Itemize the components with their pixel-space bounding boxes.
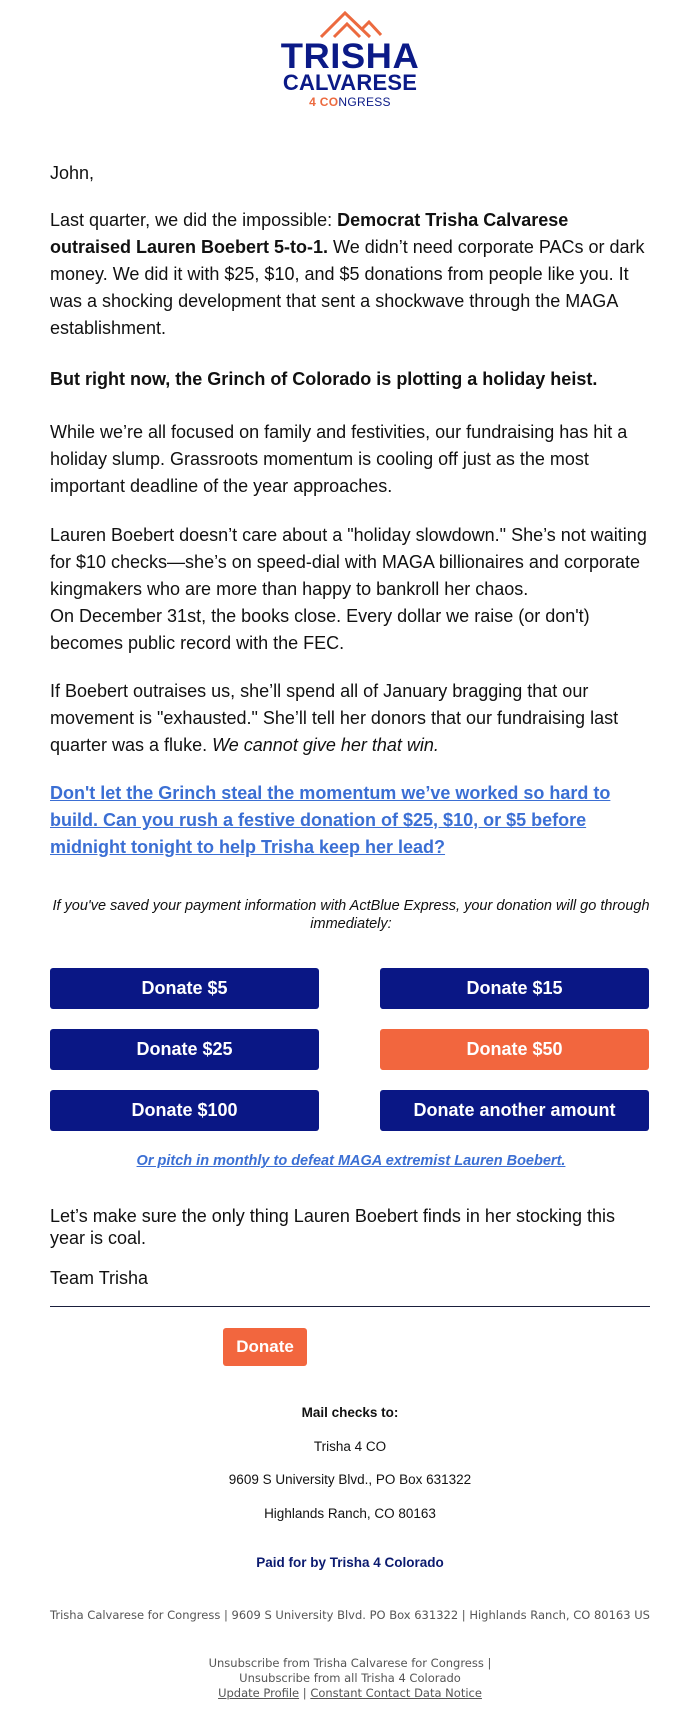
logo-name-last: CALVARESE [282,70,418,95]
paragraph-intro: Last quarter, we did the impossible: Democrat Trisha Calvarese outraised Lauren Boebert 5-to-1. We didn’t need corporate PACs or dark money. We did it with $25, $10, and $5 donations from people like you. It was a shocking development that sent a shockwave through the MAGA establishment. [50,210,645,338]
divider [50,1306,650,1307]
update-profile-link[interactable]: Update Profile [218,1686,300,1700]
greeting: John, [50,163,95,183]
cta-paragraph [50,780,652,861]
donate-100-button[interactable]: Donate $100 [50,1090,319,1131]
mail-recipient: Trisha 4 CO [313,1439,387,1454]
footer-links: Unsubscribe from Trisha Calvarese for Congress | Unsubscribe from all Trisha 4 Colorado Update Profile | Constant Contact Data Notice [208,1656,492,1700]
paragraph-grinch-headline: But right now, the Grinch of Colorado is plotting a holiday heist. [50,369,598,389]
mountain-icon [320,11,382,39]
actblue-express-note: If you've saved your payment information with ActBlue Express, your donation will go through immediately: [52,898,650,932]
mail-city: Highlands Ranch, CO 80163 [264,1506,436,1521]
paragraph-boebert: Lauren Boebert doesn’t care about a "holiday slowdown." She’s not waiting for $10 checks—she’s on speed-dial with MAGA billionaires and corporate kingmakers who are more than happy to bankroll her chaos. On December 31st, the books close. Every dollar we raise (or don't) becomes public record with the FEC. [50,525,647,653]
footer-address: Trisha Calvarese for Congress | 9609 S University Blvd. PO Box 631322 | Highlands Ranch, CO 80163 US [50,1608,650,1622]
monthly-donation-line [50,1152,652,1170]
mail-checks-heading: Mail checks to: [301,1405,399,1420]
donate-other-amount-button[interactable]: Donate another amount [380,1090,649,1131]
cta-donate-link[interactable]: Don't let the Grinch steal the momentum we’ve worked so hard to build. Can you rush a festive donation of $25, $10, or $5 before midnight tonight to help Trisha keep her lead? [50,783,611,857]
donate-5-button[interactable]: Donate $5 [50,968,319,1009]
signature: Team Trisha [50,1268,149,1288]
donate-button[interactable]: Donate [223,1328,307,1366]
paid-for-disclaimer: Paid for by Trisha 4 Colorado [256,1555,444,1570]
monthly-donation-link[interactable]: Or pitch in monthly to defeat MAGA extremist Lauren Boebert. [136,1153,566,1169]
donate-15-button[interactable]: Donate $15 [380,968,649,1009]
logo-name-first: TRISHA [280,37,420,76]
data-notice-link[interactable]: Constant Contact Data Notice [310,1686,482,1700]
mail-street: 9609 S University Blvd., PO Box 631322 [228,1472,472,1487]
closing-paragraph: Let’s make sure the only thing Lauren Boebert finds in her stocking this year is coal. [50,1206,615,1248]
donate-50-button[interactable]: Donate $50 [380,1029,649,1070]
paragraph-outraise: If Boebert outraises us, she’ll spend all of January bragging that our movement is "exhausted." She’ll tell her donors that our fundraising last quarter was a fluke. We cannot give her that win. [50,681,619,755]
campaign-logo [0,0,700,120]
logo-tagline: 4 CONGRESS [309,95,391,109]
unsubscribe-all-link[interactable]: Unsubscribe from all Trisha 4 Colorado [239,1671,461,1685]
donate-25-button[interactable]: Donate $25 [50,1029,319,1070]
unsubscribe-org-link[interactable]: Unsubscribe from Trisha Calvarese for Congress [208,1656,484,1670]
paragraph-holiday-slump: While we’re all focused on family and festivities, our fundraising has hit a holiday slump. Grassroots momentum is cooling off just as the most important deadline of the year approaches. [50,422,628,496]
